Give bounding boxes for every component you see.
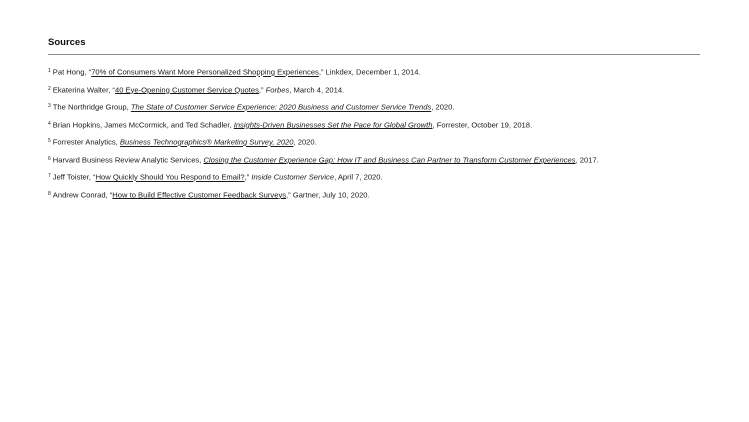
reference-suffix: , 2017. [575, 155, 599, 164]
sources-section [48, 36, 700, 207]
heading-divider [48, 54, 700, 55]
sources-heading: Sources [48, 37, 86, 48]
reference-link[interactable]: Closing the Customer Experience Gap: How IT and Business Can Partner to Transform Customer Experiences [203, 155, 576, 164]
reference-item [48, 120, 700, 130]
reference-suffix: , 2020. [293, 137, 317, 147]
reference-number: 7 [48, 173, 51, 179]
reference-prefix: The Northridge Group, [52, 102, 131, 112]
reference-prefix: Jeff Toister, “ [52, 172, 96, 182]
reference-number: 3 [48, 103, 51, 109]
reference-link[interactable]: 40 Eye-Opening Customer Service Quotes [114, 85, 259, 94]
reference-item [48, 85, 700, 95]
reference-item [48, 67, 700, 77]
reference-item [48, 102, 700, 112]
reference-link[interactable]: How Quickly Should You Respond to Email? [95, 172, 245, 182]
reference-suffix: ,” [258, 85, 266, 94]
reference-prefix: Forrester Analytics, [52, 137, 120, 147]
reference-publication: Forbes [265, 85, 290, 94]
reference-item [48, 155, 700, 165]
reference-item [48, 172, 700, 182]
reference-number: 8 [48, 190, 51, 197]
reference-prefix: Ekaterina Walter, “ [52, 85, 115, 94]
reference-suffix: , Forrester, October 19, 2018. [432, 120, 533, 129]
reference-suffix: ,” [244, 172, 252, 182]
reference-date: , April 7, 2020. [334, 172, 383, 182]
reference-item [48, 190, 700, 200]
reference-link[interactable]: How to Build Effective Customer Feedback Surveys [112, 190, 287, 199]
reference-suffix: ,” Linkdex, December 1, 2014. [318, 67, 421, 77]
reference-number: 4 [48, 120, 51, 127]
reference-number: 1 [48, 68, 51, 74]
reference-number: 2 [48, 85, 51, 92]
reference-number: 6 [48, 155, 51, 162]
reference-item [48, 137, 700, 147]
reference-prefix: Harvard Business Review Analytic Services, [52, 155, 204, 164]
reference-link[interactable]: The State of Customer Service Experience: 2020 Business and Customer Service Trends [130, 102, 432, 112]
reference-publication: Inside Customer Service [251, 172, 335, 182]
reference-date: , March 4, 2014. [289, 85, 345, 94]
reference-link[interactable]: 70% of Consumers Want More Personalized Shopping Experiences [91, 67, 319, 77]
reference-prefix: Andrew Conrad, “ [52, 190, 113, 199]
reference-link[interactable]: Business Technographics® Marketing Survey, 2020 [119, 137, 294, 147]
reference-suffix: ,” Gartner, July 10, 2020. [286, 190, 370, 199]
reference-number: 5 [48, 138, 51, 144]
reference-link[interactable]: Insights-Driven Businesses Set the Pace for Global Growth [233, 120, 433, 129]
reference-suffix: , 2020. [431, 102, 455, 112]
reference-prefix: Brian Hopkins, James McCormick, and Ted Schadler, [52, 120, 234, 129]
reference-prefix: Pat Hong, “ [52, 67, 92, 77]
reference-list [48, 67, 700, 199]
